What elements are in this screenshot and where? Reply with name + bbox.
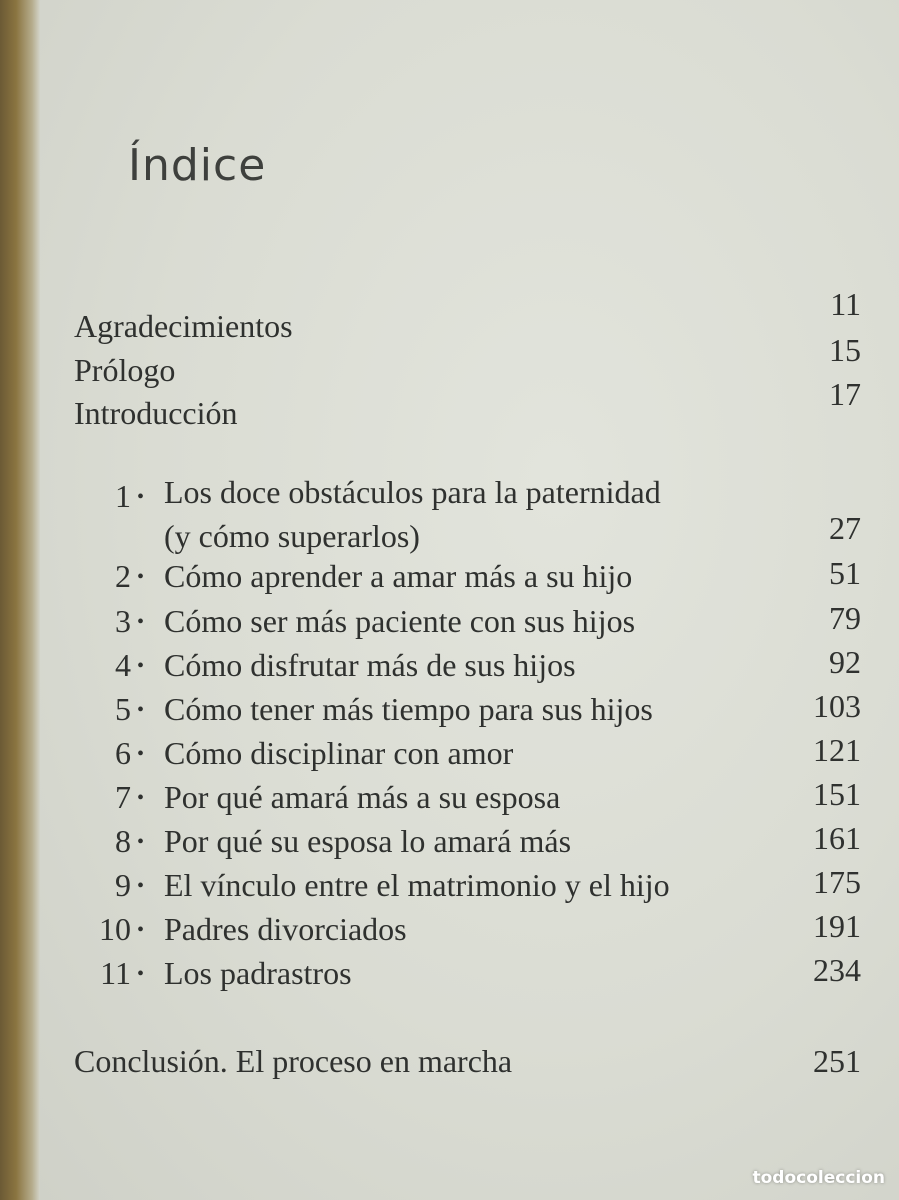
watermark-logo: todocoleccion — [752, 1168, 885, 1188]
chapter-page: 151 — [813, 776, 861, 812]
chapter-title: Cómo aprender a amar más a su hijo — [164, 558, 633, 594]
toc-conclusion-label: Conclusión. El proceso en marcha — [74, 1043, 513, 1079]
chapter-number: 2 • — [114, 558, 144, 594]
chapter-page: 103 — [813, 688, 861, 724]
chapter-number: 3 • — [114, 603, 144, 639]
toc-entry-label: Agradecimientos — [74, 308, 293, 344]
toc-entry-label: Introducción — [74, 395, 238, 431]
chapter-number: 1 • — [114, 478, 144, 514]
chapter-title: Cómo tener más tiempo para sus hijos — [164, 691, 653, 727]
chapter-title: Los doce obstáculos para la paternidad — [164, 474, 661, 510]
chapter-number: 11 • — [100, 955, 144, 991]
page-title: Índice — [128, 140, 267, 191]
chapter-title: Cómo disfrutar más de sus hijos — [164, 647, 576, 683]
chapter-title: Por qué su esposa lo amará más — [164, 823, 572, 859]
chapter-page: 79 — [829, 600, 861, 636]
book-spine-edge — [0, 0, 40, 1200]
chapter-page: 27 — [829, 510, 861, 546]
chapter-number: 6 • — [114, 735, 144, 771]
chapter-number: 7 • — [114, 779, 144, 815]
chapter-title: Cómo disciplinar con amor — [164, 735, 514, 771]
chapter-title: El vínculo entre el matrimonio y el hijo — [164, 867, 670, 903]
chapter-page: 92 — [829, 644, 861, 680]
toc-entry-page: 11 — [830, 286, 861, 322]
chapter-page: 121 — [813, 732, 861, 768]
chapter-title: Por qué amará más a su esposa — [164, 779, 561, 815]
toc-entry-label: Prólogo — [74, 352, 176, 388]
chapter-title: Cómo ser más paciente con sus hijos — [164, 603, 636, 639]
chapter-number: 8 • — [114, 823, 144, 859]
toc-entry-page: 15 — [829, 332, 861, 368]
chapter-page: 51 — [829, 555, 861, 591]
chapter-number: 10 • — [98, 911, 144, 947]
chapter-title: (y cómo superarlos) — [164, 518, 420, 554]
chapter-title: Los padrastros — [164, 955, 352, 991]
chapter-number: 9 • — [114, 867, 144, 903]
chapter-page: 191 — [813, 908, 861, 944]
chapter-title: Padres divorciados — [164, 911, 407, 947]
chapter-page: 175 — [813, 864, 861, 900]
chapter-number: 4 • — [114, 647, 144, 683]
chapter-number: 5 • — [114, 691, 144, 727]
toc-entry-page: 17 — [829, 376, 861, 412]
chapter-page: 234 — [813, 952, 861, 988]
chapter-page: 161 — [813, 820, 861, 856]
toc-conclusion-page: 251 — [813, 1043, 861, 1079]
